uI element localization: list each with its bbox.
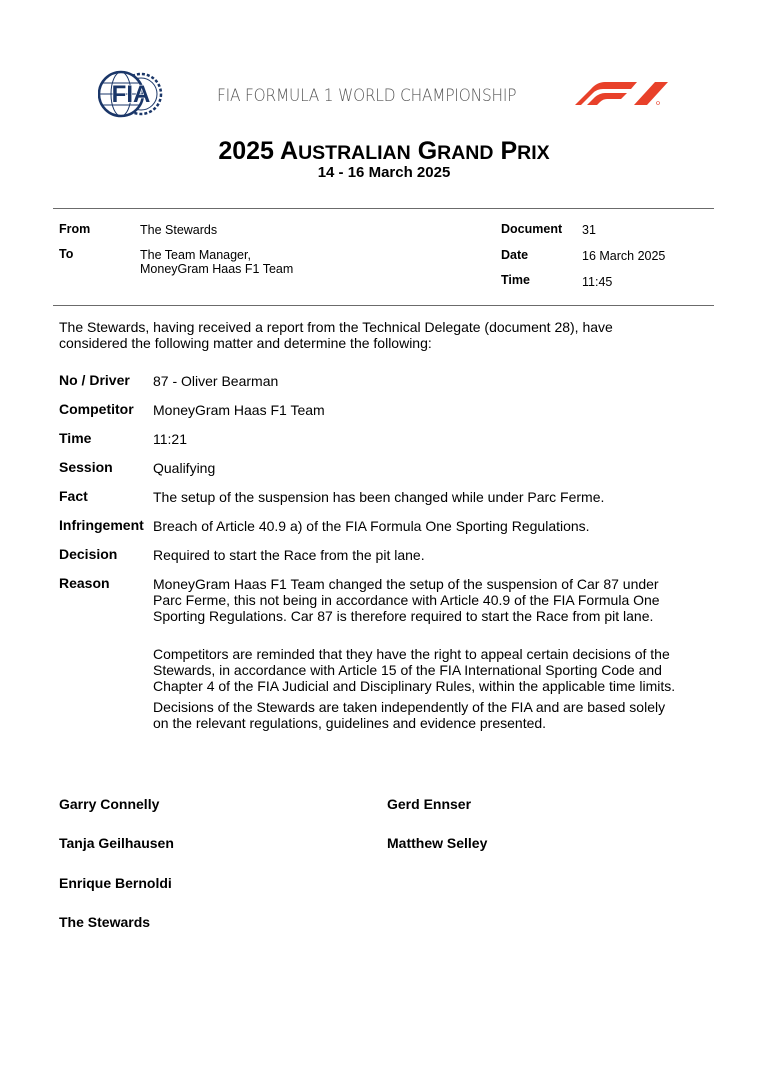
to-value: The Team Manager, MoneyGram Haas F1 Team — [140, 248, 294, 276]
competitor-label: Competitor — [59, 401, 134, 417]
date-label: Date — [501, 248, 529, 262]
steward-name: Tanja Geilhausen — [59, 835, 174, 851]
steward-name: Garry Connelly — [59, 796, 160, 812]
svg-text:FIA: FIA — [111, 81, 151, 108]
reason-value: MoneyGram Haas F1 Team changed the setup of the suspension of Car 87 under Parc Ferme, this not being in accordance with Article 40.9 of the FIA Formula One Sporting Regulations. Car 87 is therefore required to start the Race from pit lane. — [153, 576, 660, 624]
fact-label: Fact — [59, 488, 88, 504]
top-divider — [53, 208, 714, 209]
driver-label: No / Driver — [59, 372, 130, 388]
event-dates: 14 - 16 March 2025 — [317, 164, 451, 181]
driver-value: 87 - Oliver Bearman — [153, 373, 279, 389]
event-title: 2025 AUSTRALIAN GRAND PRIX — [218, 137, 550, 165]
to-label: To — [59, 247, 74, 261]
championship-title: FIA FORMULA 1 WORLD CHAMPIONSHIP — [217, 86, 517, 105]
time-value: 11:45 — [582, 275, 613, 289]
infringement-label: Infringement — [59, 517, 144, 533]
document-number: 31 — [582, 223, 596, 237]
from-value: The Stewards — [140, 223, 218, 237]
infringement-value: Breach of Article 40.9 a) of the FIA Formula One Sporting Regulations. — [153, 518, 590, 534]
fia-logo-icon — [98, 70, 164, 118]
reason-label: Reason — [59, 575, 110, 591]
bottom-divider — [53, 305, 714, 306]
steward-name: Matthew Selley — [387, 835, 488, 851]
independence-notice: Decisions of the Stewards are taken independently of the FIA and are based solely on the relevant regulations, guidelines and evidence presented. — [153, 699, 666, 731]
competitor-value: MoneyGram Haas F1 Team — [153, 402, 325, 418]
date-value: 16 March 2025 — [582, 249, 666, 263]
decision-value: Required to start the Race from the pit lane. — [153, 547, 425, 563]
intro-paragraph: The Stewards, having received a report from the Technical Delegate (document 28), have considered the following matter and determine the following: — [59, 319, 613, 351]
signature-closing: The Stewards — [59, 914, 151, 930]
steward-name: Enrique Bernoldi — [59, 875, 172, 891]
appeal-notice: Competitors are reminded that they have the right to appeal certain decisions of the Stewards, in accordance with Article 15 of the FIA International Sporting Code and Chapter 4 of the FIA Judicial and Disciplinary Rules, within the applicable time limits. — [153, 646, 676, 694]
time-label: Time — [501, 273, 530, 287]
from-label: From — [59, 222, 91, 236]
f1-logo-icon — [575, 80, 670, 108]
fact-value: The setup of the suspension has been changed while under Parc Ferme. — [153, 489, 605, 505]
steward-name: Gerd Ennser — [387, 796, 472, 812]
incident-time-label: Time — [59, 430, 92, 446]
session-label: Session — [59, 459, 113, 475]
decision-label: Decision — [59, 546, 118, 562]
document-label: Document — [501, 222, 563, 236]
session-value: Qualifying — [153, 460, 216, 476]
incident-time-value: 11:21 — [153, 431, 187, 447]
